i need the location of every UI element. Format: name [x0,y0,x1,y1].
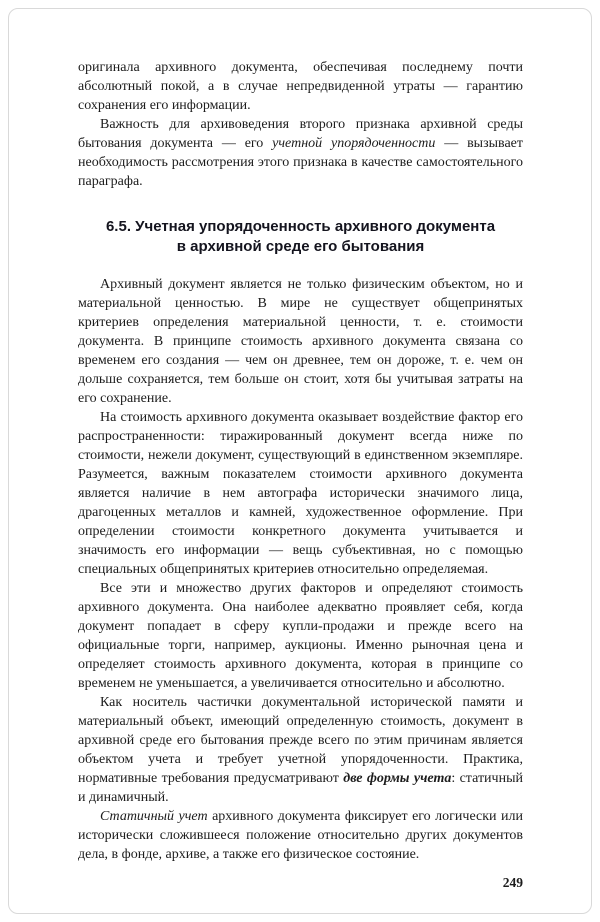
section-heading [78,217,523,257]
paragraph [78,115,523,191]
paragraph [78,579,523,693]
paragraph [78,807,523,864]
paragraph [78,275,523,408]
paragraph [78,58,523,115]
text-run: Все эти и множество других факторов и определяют стоимость архивного документа. Она наиболее адекватно проявляет себя, когда документ попадает в сферу купли-продажи и прежде всего на официальные торги, например, аукционы. Именно рыночная цена и определяет стоимость архивного документа, которая в принципе со временем не уменьшается, а увеличивается относительно и абсолютно. [78,581,523,691]
text-run: оригинала архивного документа, обеспечивая последнему почти абсолютный покой, а в случае непредвиденной утраты — гарантию сохранения его информации. [78,60,523,113]
text-run: архивного документа фиксирует его логически или исторически сложившееся положение относительно других документов дела, в фонде, архиве, а также его физическое состояние. [78,809,523,862]
text-run: Статичный учет [100,809,208,824]
page-number: 249 [502,875,523,890]
text-run: Архивный документ является не только физическим объектом, но и материальной ценностью. В мире не существует общепринятых критериев определения материальной ценности, т. е. стоимости документа. В принципе стоимость архивного документа связана со временем его создания — чем он древнее, тем он дороже, т. е. чем он дольше сохраняется, тем больше он стоит, хотя бы учитывая затраты на его сохранение. [78,277,523,406]
text-run: — вызывает необходимость рассмотрения этого признака в качестве самостоятельного параграфа. [78,136,523,189]
text-run: учетной упорядоченности [272,136,436,151]
text-run: Как носитель частички документальной исторической памяти и материальный объект, имеющий определенную стоимость, документ в архивной среде его бытования прежде всего по этим причинам является объектом учета и требует учетной упорядоченности. Практика, нормативные требования предусматривают [78,695,523,786]
heading-line: 6.5. Учетная упорядоченность архивного документа [105,218,496,235]
text-run: На стоимость архивного документа оказывает воздействие фактор его распространенности: тиражированный документ всегда ниже по стоимости, нежели документ, существующий в единственном экземпляре. Разумеется, важным показателем стоимости архивного документа является наличие в нем автографа исторически значимого лица, драгоценных металлов и камней, художественное оформление. При определении стоимости конкретного документа учитывается и значимость его информации — вещь субъективная, но с помощью специальных общепринятых критериев относительно определяемая. [78,410,523,577]
page-content [78,58,523,864]
text-run: две формы учета [343,771,452,786]
paragraph [78,408,523,579]
page-footer [503,874,523,892]
text-run: Важность для архивоведения второго признака архивной среды бытования документа — его [78,117,523,151]
paragraph [78,693,523,807]
text-run: : статичный и динамичный. [78,771,523,805]
heading-line: в архивной среде его бытования [176,238,425,255]
